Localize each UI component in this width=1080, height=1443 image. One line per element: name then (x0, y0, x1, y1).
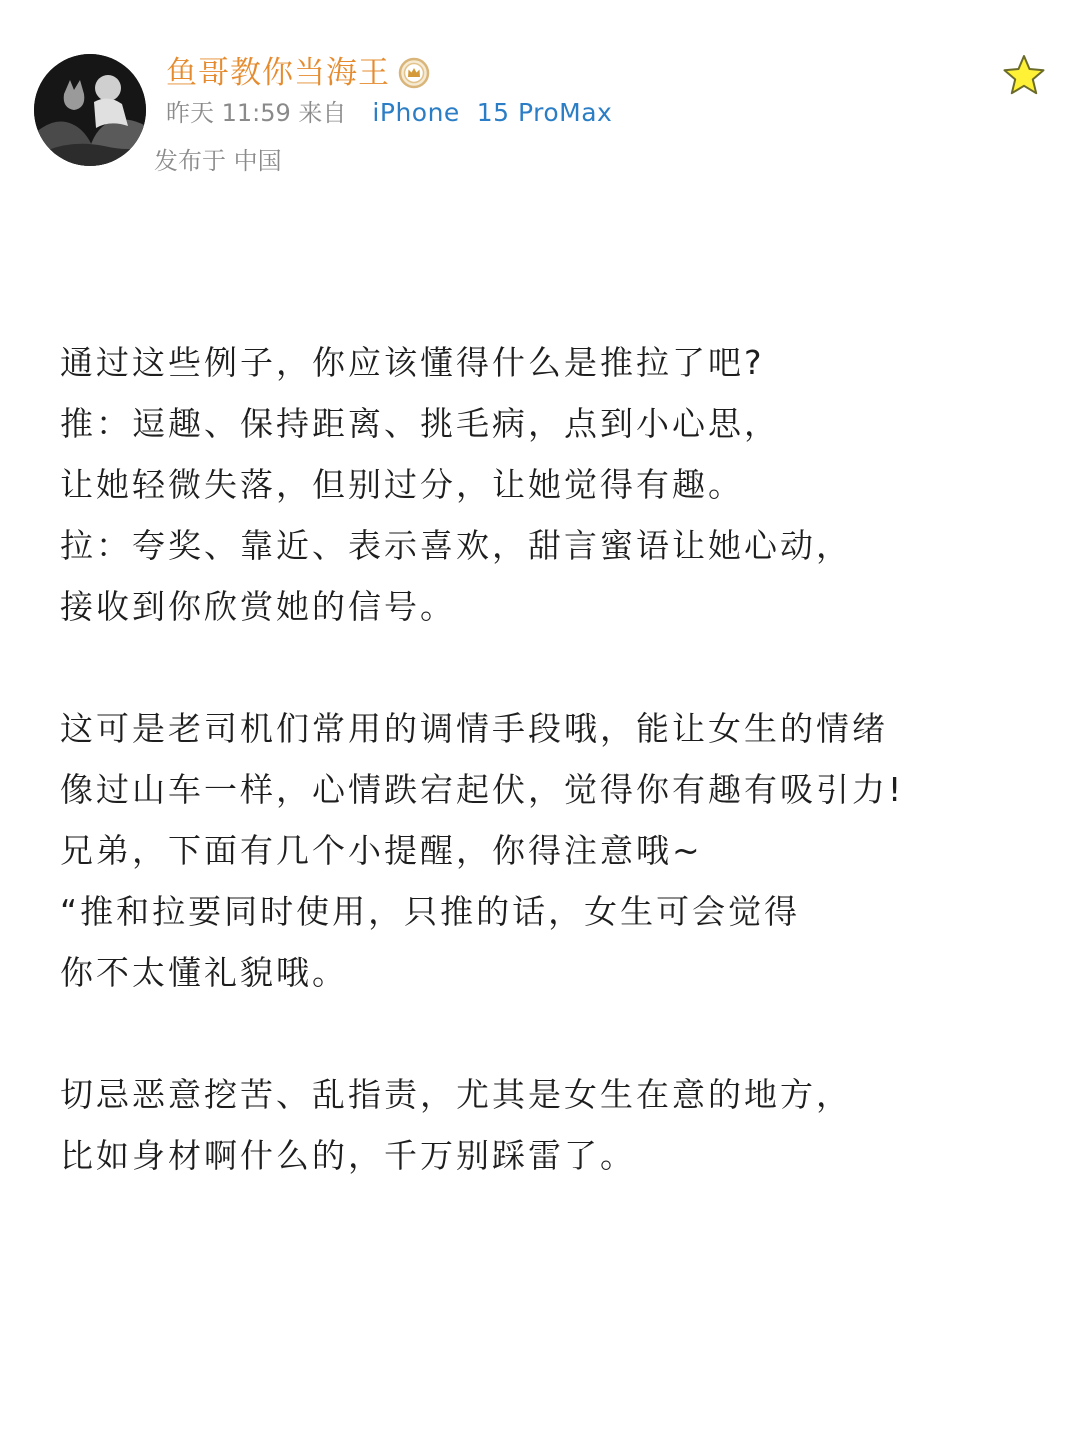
post-line: 让她轻微失落，但别过分，让她觉得有趣。 (60, 465, 744, 504)
post-line: 拉：夸奖、靠近、表示喜欢，甜言蜜语让她心动， (60, 526, 852, 565)
post-line: 这可是老司机们常用的调情手段哦，能让女生的情绪 (60, 709, 888, 748)
post-line: 切忌恶意挖苦、乱指责，尤其是女生在意的地方， (60, 1075, 852, 1114)
post-paragraph (60, 332, 1040, 637)
post-line: 比如身材啊什么的，千万别踩雷了。 (60, 1136, 636, 1175)
post-meta (166, 96, 612, 130)
post-line: 通过这些例子，你应该懂得什么是推拉了吧? (60, 343, 765, 382)
device-link[interactable]: iPhone 15 ProMax (372, 98, 613, 127)
crown-badge-icon (398, 57, 430, 89)
post-line: 接收到你欣赏她的信号。 (60, 587, 456, 626)
post-time: 昨天 11:59 来自 (166, 99, 347, 127)
avatar-photo (34, 54, 146, 166)
username[interactable]: 鱼哥教你当海王 (166, 55, 390, 91)
post-line: 你不太懂礼貌哦。 (60, 953, 348, 992)
post-line: 兄弟，下面有几个小提醒，你得注意哦~ (60, 831, 703, 870)
post-body (60, 332, 1040, 1247)
post-line: 像过山车一样，心情跌宕起伏，觉得你有趣有吸引力! (60, 770, 905, 809)
post-line: “推和拉要同时使用，只推的话，女生可会觉得 (60, 892, 801, 931)
username-row (166, 52, 430, 94)
star-icon[interactable] (1000, 52, 1048, 100)
avatar[interactable] (34, 54, 146, 166)
post-location: 发布于 中国 (154, 147, 282, 175)
post-paragraph (60, 1064, 1040, 1186)
post-line: 推：逗趣、保持距离、挑毛病，点到小心思， (60, 404, 780, 443)
post-paragraph (60, 698, 1040, 1003)
